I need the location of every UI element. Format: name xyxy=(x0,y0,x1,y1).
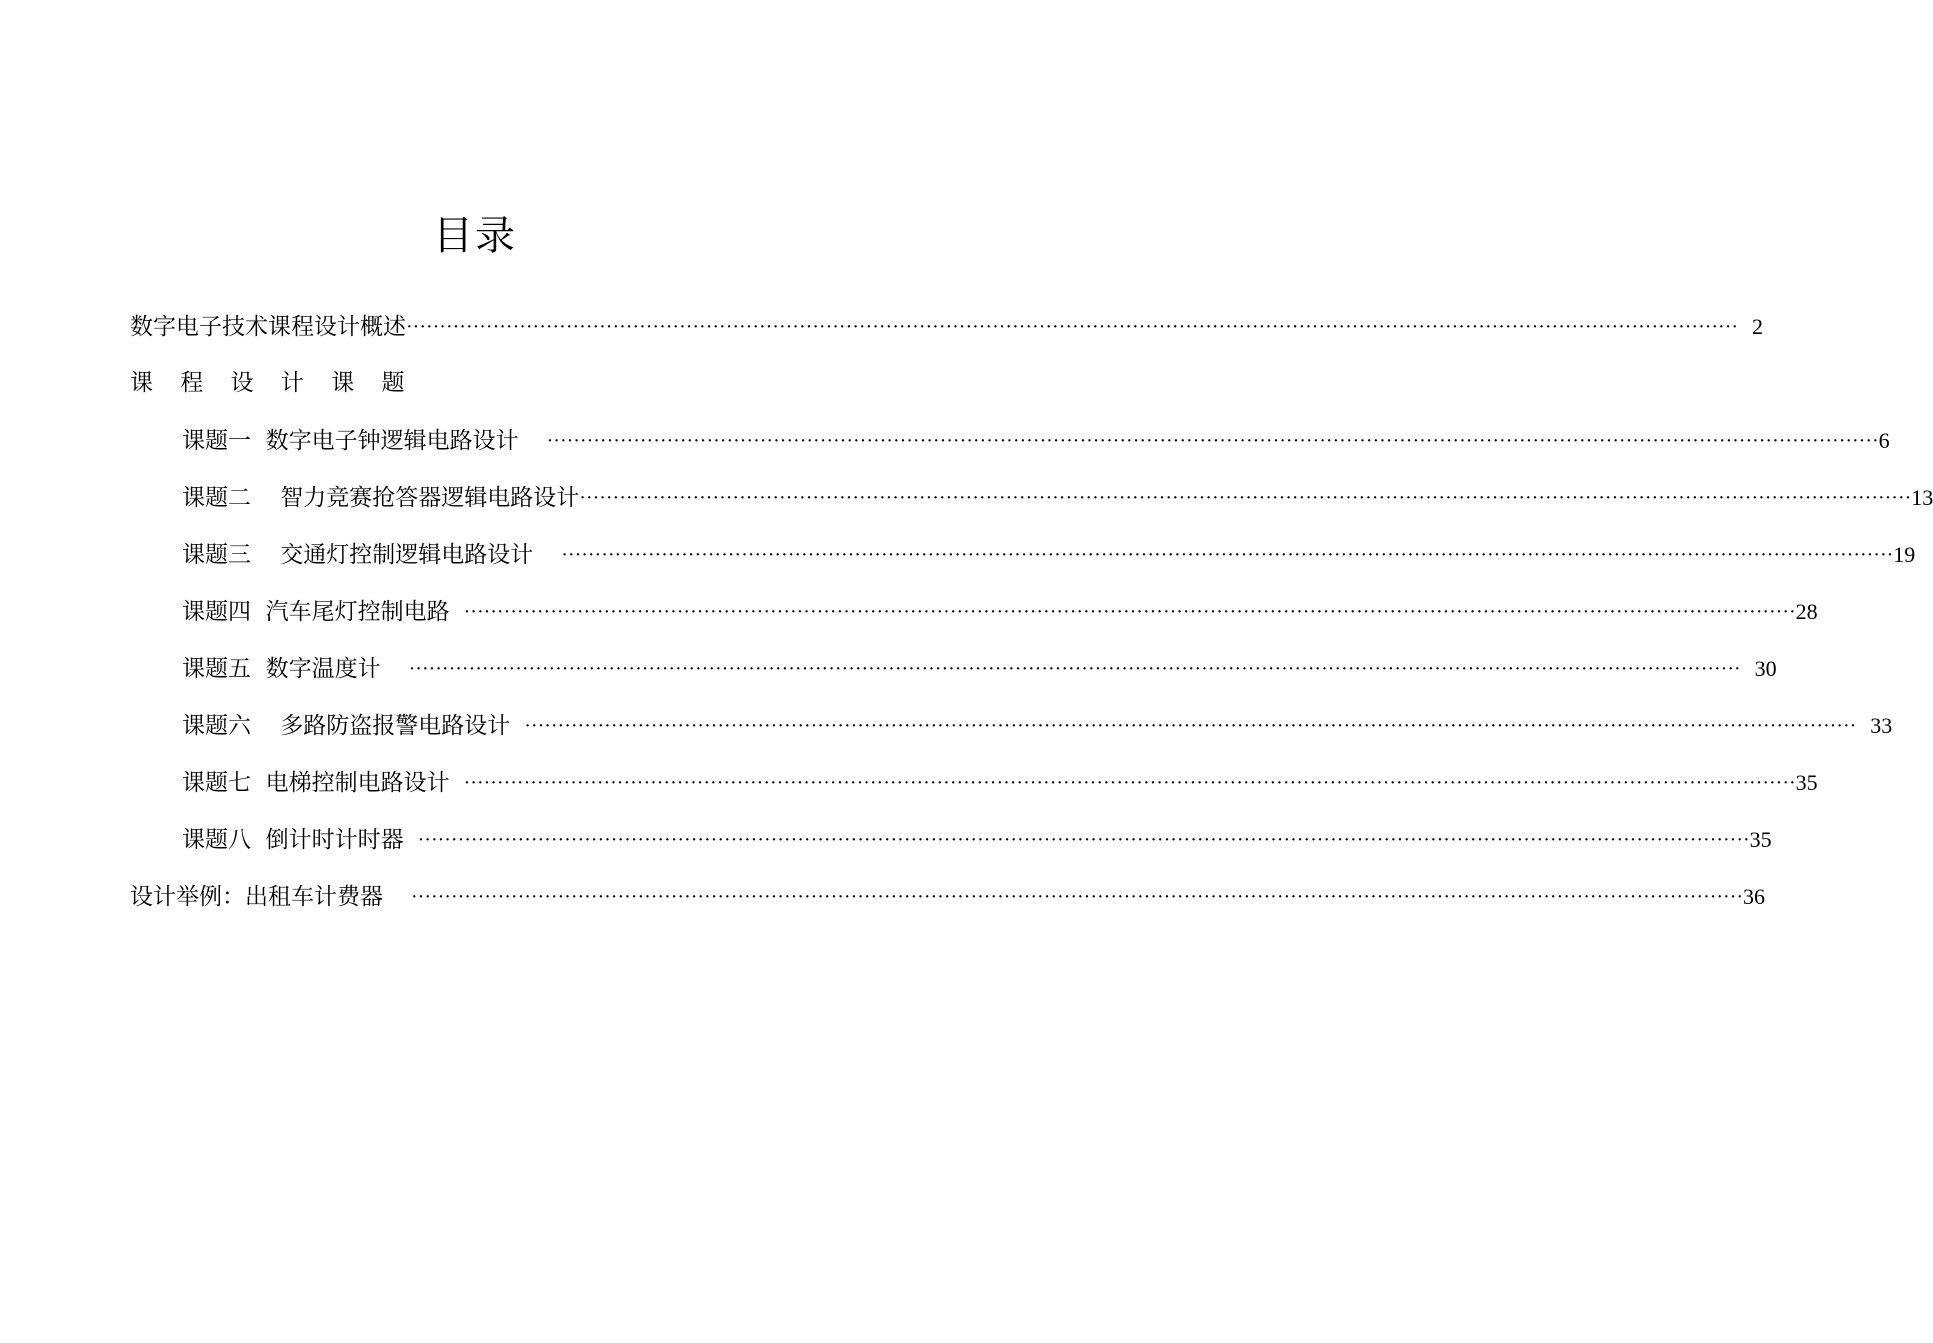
dot-leader: ········································································································································································································ xyxy=(406,316,1739,338)
toc-entry-page: 6 xyxy=(1878,428,1890,453)
toc-entry-page: 13 xyxy=(1911,485,1933,510)
toc-entry-topic-3[interactable] xyxy=(182,536,1916,570)
toc-entry-page: 2 xyxy=(1752,314,1764,339)
toc-entry-page: 28 xyxy=(1795,599,1818,624)
toc-entry-overview[interactable] xyxy=(130,308,1764,342)
dot-leader: ········································································································································································································ xyxy=(579,487,1912,509)
toc-entry-label: 课题五 数字温度计 xyxy=(182,656,381,682)
toc-entry-label: 数字电子技术课程设计概述 xyxy=(130,314,406,340)
toc-entry-page: 36 xyxy=(1743,884,1766,909)
toc-entry-page: 33 xyxy=(1870,713,1893,738)
dot-leader: ········································································································································································································ xyxy=(546,430,1879,452)
toc-entry-topic-5[interactable] xyxy=(182,650,1777,684)
toc-entry-topic-6[interactable] xyxy=(182,707,1893,741)
toc-entry-page: 19 xyxy=(1893,542,1916,567)
toc-entry-label: 课题八 倒计时计时器 xyxy=(182,827,404,853)
toc-entry-label: 课题三 交通灯控制逻辑电路设计 xyxy=(182,542,534,568)
toc-entry-page: 35 xyxy=(1749,827,1772,852)
toc-entry-page: 35 xyxy=(1795,770,1818,795)
toc-entry-topic-7[interactable] xyxy=(182,764,1818,798)
toc-entry-example[interactable] xyxy=(130,878,1766,912)
section-heading: 课 程 设 计 课 题 xyxy=(130,370,415,396)
dot-leader: ········································································································································································································ xyxy=(417,829,1750,851)
toc-entry-page: 30 xyxy=(1754,656,1777,681)
dot-leader: ········································································································································································································ xyxy=(561,544,1894,566)
dot-leader: ········································································································································································································ xyxy=(411,886,1744,908)
dot-leader: ········································································································································································································ xyxy=(463,601,1796,623)
toc-entry-label: 课题二 智力竞赛抢答器逻辑电路设计 xyxy=(182,485,580,511)
toc-title: 目录 xyxy=(433,213,517,259)
toc-entry-label: 课题一 数字电子钟逻辑电路设计 xyxy=(182,428,519,454)
toc-entry-label: 课题四 汽车尾灯控制电路 xyxy=(182,599,450,625)
dot-leader: ········································································································································································································ xyxy=(463,772,1796,794)
toc-entry-label: 课题七 电梯控制电路设计 xyxy=(182,770,450,796)
toc-entry-topic-8[interactable] xyxy=(182,821,1772,855)
toc-entry-topic-4[interactable] xyxy=(182,593,1818,627)
toc-entry-topic-1[interactable] xyxy=(182,422,1890,456)
toc-entry-label: 课题六 多路防盗报警电路设计 xyxy=(182,713,511,739)
dot-leader: ········································································································································································································ xyxy=(408,658,1741,680)
toc-entry-topic-2[interactable] xyxy=(182,479,1933,513)
dot-leader: ········································································································································································································ xyxy=(524,715,1857,737)
toc-entry-label: 设计举例：出租车计费器 xyxy=(130,884,383,910)
